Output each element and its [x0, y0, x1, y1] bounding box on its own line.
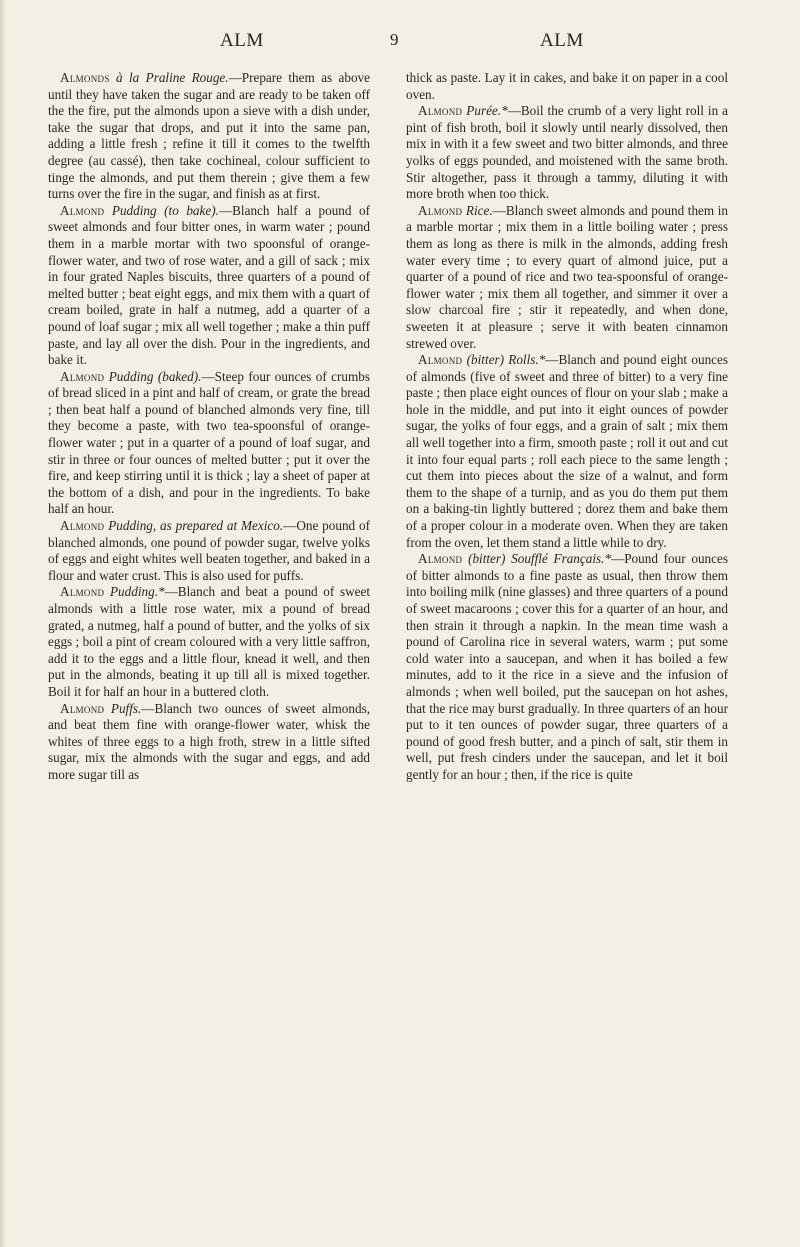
running-header [0, 8, 800, 50]
entry-body: —Steep four ounces of crumbs of bread sliced in a pint and half of cream, or grate the bread ; then beat half a pound of blanched almonds very fine, till they become a paste, with two tea-spoonsful of orange-flower water ; put in a quarter of a pound of loaf sugar, and stir in three or four ounces of melted butter ; put it over the fire, and keep stirring until it is thick ; lay a sheet of paper at the bottom of a dish, and pour in the ingredients. To bake half an hour. [48, 368, 370, 517]
recipe-entry [48, 203, 370, 369]
entry-body: —Pound four ounces of bitter almonds to a fine paste as usual, then throw them into boiling milk (nine glasses) and three quarters of a pound of sweet macaroons ; cover this for a quarter of an hour, and then strain it through a napkin. In the mean time wash a pound of Carolina rice in several waters, warm ; put some cold water into a saucepan, and when it has boiled a few minutes, add to it the rice in a sieve and the infusion of almonds ; when well boiled, put the saucepan on hot ashes, that the rice may burst gradually. In three quarters of an hour put to it ten ounces of powder sugar, three quarters of a pound of good fresh butter, and a pinch of salt, stir them in well, put fresh cinders under the saucepan, and let it boil gently for an hour ; then, if the rice is quite [406, 551, 728, 782]
header-right-guideword: ALM [540, 30, 584, 51]
recipe-entry [406, 70, 728, 103]
recipe-entry [48, 584, 370, 700]
recipe-entry [406, 352, 728, 551]
entry-body: —Prepare them as above until they have taken the sugar and are ready to be taken off the the fire, put the almonds upon a sieve with a dish under, take the sugar that drops, and put it into the same pan, adding a little fresh ; refine it till it comes to the twelfth degree (au cassé), then take cochineal, colour sufficient to tinge the almonds, and put them therein ; give them a few turns over the fire in the sugar, and finish as at first. [48, 70, 370, 202]
entry-body: —Blanch half a pound of sweet almonds and four bitter ones, in warm water ; pound them in a marble mortar with two spoonsful of orange-flower water, and two of rose water, and a gill of sack ; mix in four grated Naples biscuits, three quarters of a pound of melted butter ; beat eight eggs, and mix them with a quart of cream boiled, grate in half a nutmeg, add a quarter of a pound of loaf sugar ; mix all well together ; make a thin puff paste, and lay all over the dish. Pour in the ingredients, and bake it. [48, 202, 371, 368]
entry-body: —Blanch and beat a pound of sweet almonds with a little rose water, mix a pound of bread grated, a nutmeg, half a pound of butter, and the yolks of six eggs ; boil a pint of cream coloured with a very little saffron, add it to the eggs and a little flour, knead it well, and then put in the almonds, beating it up till all is mixed together. Boil it for half an hour in a buttered cloth. [48, 584, 370, 699]
entry-headword: Almond [418, 551, 463, 567]
recipe-entry [48, 518, 370, 584]
recipe-entry [406, 203, 728, 352]
entry-headword: Almond [60, 700, 105, 716]
entry-body: —Boil the crumb of a very light roll in a pint of fish broth, boil it slowly until nearly dissolved, then mix in with it a few sweet and two bitter almonds, and three yolks of eggs pounded, and moistened with the same broth. Stir altogether, pass it through a tammy, diluting it with more broth when too thick. [406, 103, 728, 202]
entry-headword: Almond [418, 352, 463, 368]
header-left-guideword: ALM [220, 30, 264, 51]
entry-headword: Almond [418, 103, 463, 119]
entry-body: —Blanch two ounces of sweet almonds, and beat them fine with orange-flower water, whisk the whites of three eggs to a high froth, strew in a little sifted sugar, mix the almonds with the sugar and eggs, and add more sugar till as [48, 700, 370, 782]
entry-headword: Almond [60, 518, 105, 534]
page-edge-shadow [0, 0, 6, 1247]
entry-qualifier: Pudding, as prepared at Mexico. [108, 518, 284, 534]
entry-qualifier: Puffs. [110, 700, 142, 716]
entry-headword: Almond [60, 202, 105, 218]
entry-headword: Almond [418, 202, 463, 218]
entry-qualifier: Pudding (baked). [108, 368, 202, 384]
entry-body: thick as paste. Lay it in cakes, and bake it on paper in a cool oven. [406, 70, 728, 102]
entry-qualifier: Purée.* [466, 103, 508, 119]
entry-body: —Blanch sweet almonds and pound them in a marble mortar ; mix them in a little boiling water ; press them as long as there is milk in the almonds, adding fresh water every time ; to every quart of almond juice, put a quarter of a pound of rice and two tea-spoonsful of orange-flower water ; mix them all together, and simmer it over a slow charcoal fire ; stir it repeatedly, and when done, sweeten it at pleasure ; serve it with beaten cinnamon strewed over. [406, 202, 728, 351]
entry-headword: Almond [60, 368, 105, 384]
entry-qualifier: Pudding.* [110, 584, 165, 600]
entry-qualifier: à la Praline Rouge. [116, 70, 229, 85]
recipe-entry [48, 70, 370, 203]
right-column [406, 70, 728, 784]
recipe-entry [48, 701, 370, 784]
entry-headword: Almond [60, 584, 105, 600]
left-column [48, 70, 370, 784]
recipe-entry [406, 551, 728, 783]
recipe-entry [406, 103, 728, 203]
entry-qualifier: (bitter) Rolls.* [466, 352, 546, 368]
recipe-entry [48, 369, 370, 518]
entry-qualifier: (bitter) Soufflé Français.* [468, 551, 612, 567]
entry-headword: Almonds [60, 70, 110, 85]
entry-body: —One pound of blanched almonds, one pound of powder sugar, twelve yolks of eggs and eight whites well beaten together, and baked in a flour and water crust. This is also used for puffs. [48, 518, 370, 583]
entry-qualifier: Rice. [465, 202, 493, 218]
entry-qualifier: Pudding (to bake). [111, 202, 219, 218]
page-number: 9 [390, 30, 399, 49]
entry-body: —Blanch and pound eight ounces of almonds (five of sweet and three of bitter) to a very fine paste ; then place eight ounces of flour on your slab ; make a hole in the middle, and put into it eight ounces of powder sugar, the yolks of four eggs, and a grain of salt ; mix them all well together into a firm, smooth paste ; roll it out and cut it into four equal parts ; roll each piece to the same length ; cut them into pieces about the size of a walnut, and form them to the shape of a turnip, and as you do them put them on a baking-tin lightly buttered ; dorez them and bake them of a proper colour in a moderate oven. When they are taken from the oven, let them stand a little while to dry. [406, 352, 728, 550]
